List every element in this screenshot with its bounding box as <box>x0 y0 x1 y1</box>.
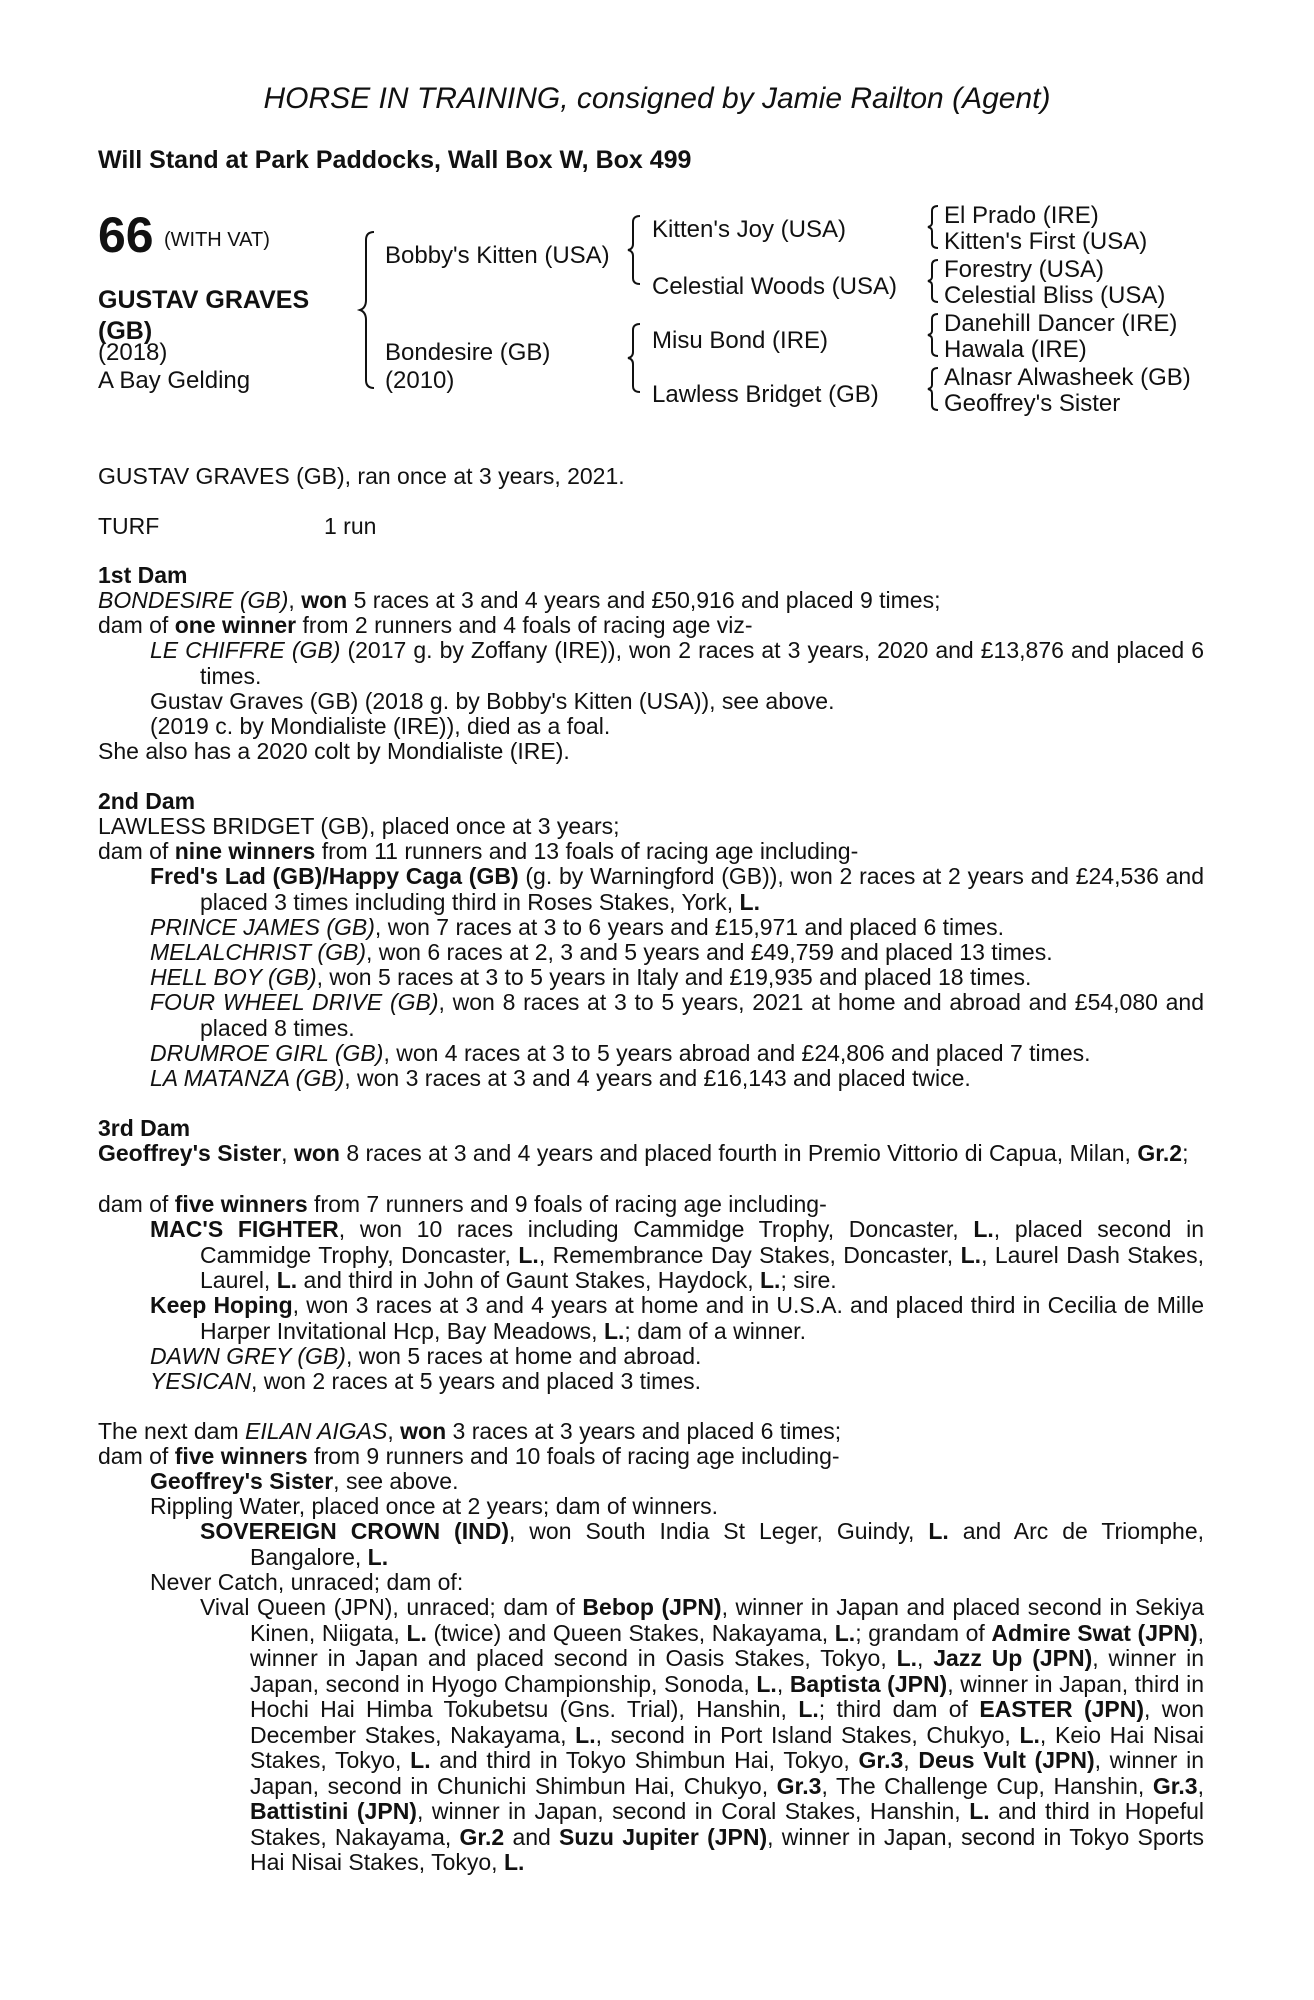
page-title: HORSE IN TRAINING, consigned by Jamie Railton (Agent) <box>263 82 1051 115</box>
produce-four-wheel-drive: FOUR WHEEL DRIVE (GB), won 8 races at 3 to 5 years, 2021 at home and abroad and £54,080 and placed 8 times. <box>150 989 1205 1041</box>
first-dam-produce-line: dam of one winner from 2 runners and 4 foals of racing age viz- <box>98 612 753 638</box>
second-dam-heading: 2nd Dam <box>98 788 196 814</box>
produce-name: Fred's Lad (GB)/Happy Caga (GB) <box>150 863 519 889</box>
turf-value: 1 run <box>324 513 377 539</box>
pedigree-brace-sd <box>928 258 942 304</box>
winners-count: one winner <box>174 612 297 638</box>
produce-le-chiffre: LE CHIFFRE (GB) (2017 g. by Zoffany (IRE)), won 2 races at 3 years, 2020 and £13,876 and placed 6 times. <box>150 637 1204 689</box>
pedigree-brace-main <box>360 230 380 390</box>
produce-freds-lad: Fred's Lad (GB)/Happy Caga (GB) (g. by Warningford (GB)), won 2 races at 2 years and £24,536 and placed 3 times including third in Roses Stakes, York, L. <box>150 863 1204 915</box>
produce-rippling-water: Rippling Water, placed once at 2 years; dam of winners. <box>150 1493 719 1519</box>
horse-name <box>98 285 368 347</box>
lot-number: 66 <box>98 207 154 263</box>
third-dam-line: Geoffrey's Sister, won 8 races at 3 and 4 years and placed fourth in Premio Vittorio di Capua, Milan, Gr.2; <box>98 1140 1189 1166</box>
first-dam-line: BONDESIRE (GB), won 5 races at 3 and 4 years and £50,916 and placed 9 times; <box>98 587 941 613</box>
horse-name-line2: (GB) <box>98 317 153 345</box>
horse-description: A Bay Gelding <box>98 367 251 394</box>
pedigree-sire-dam: Celestial Woods (USA) <box>652 273 897 300</box>
produce-dawn-grey: DAWN GREY (GB), won 5 races at home and abroad. <box>150 1343 702 1369</box>
next-dam-produce-line: dam of five winners from 9 runners and 10 foals of racing age including- <box>98 1443 840 1469</box>
pedigree-dd-dam: Geoffrey's Sister <box>944 390 1121 417</box>
pedigree-dam-sire: Misu Bond (IRE) <box>652 327 829 354</box>
dam-record: 5 races at 3 and 4 years and £50,916 and placed 9 times; <box>347 587 941 613</box>
produce-name: LE CHIFFRE (GB) <box>150 637 341 663</box>
produce-keep-hoping: Keep Hoping, won 3 races at 3 and 4 years at home and in U.S.A. and placed third in Cecilia de Mille Harper Invitational Hcp, Bay Meadows, L.; dam of a winner. <box>150 1292 1204 1344</box>
vat-label: (WITH VAT) <box>164 229 270 251</box>
third-dam-produce-line: dam of five winners from 7 runners and 9 foals of racing age including- <box>98 1191 827 1217</box>
pedigree-dd-sire: Alnasr Alwasheek (GB) <box>944 364 1191 391</box>
horse-name-line1: GUSTAV GRAVES <box>98 286 310 314</box>
produce-2019-colt: (2019 c. by Mondialiste (IRE)), died as a foal. <box>150 713 611 739</box>
produce-never-catch: Never Catch, unraced; dam of: <box>150 1569 464 1595</box>
next-dam-line: The next dam EILAN AIGAS, won 3 races at 3 years and placed 6 times; <box>98 1418 842 1444</box>
produce-drumroe-girl: DRUMROE GIRL (GB), won 4 races at 3 to 5 years abroad and £24,806 and placed 7 times. <box>150 1040 1091 1066</box>
pedigree-sd-dam: Celestial Bliss (USA) <box>944 282 1166 309</box>
produce-vival-queen: Vival Queen (JPN), unraced; dam of Bebop (JPN), winner in Japan and placed second in Sekiya Kinen, Niigata, L. (twice) and Queen Stakes, Nakayama, L.; grandam of Admire Swat (JPN), winner in Japan and placed second in Oasis Stakes, Tokyo, L., Jazz Up (JPN), winner in Japan, second in Hyogo Championship, Sonoda, L., Baptista (JPN), winner in Japan, third in Hochi Hai Himba Tokubetsu (Gns. Trial), Hanshin, L.; third dam of EASTER (JPN), won December Stakes, Nakayama, L., second in Port Island Stakes, Chukyo, L., Keio Hai Nisai Stakes, Tokyo, L. and third in Tokyo Shimbun Hai, Tokyo, Gr.3, Deus Vult (JPN), winner in Japan, second in Chunichi Shimbun Hai, Chukyo, Gr.3, The Challenge Cup, Hanshin, Gr.3, Battistini (JPN), winner in Japan, second in Coral Stakes, Hanshin, L. and third in Hopeful Stakes, Nakayama, Gr.2 and Suzu Jupiter (JPN), winner in Japan, second in Tokyo Sports Hai Nisai Stakes, Tokyo, L. <box>200 1594 1205 1875</box>
produce-prince-james: PRINCE JAMES (GB), won 7 races at 3 to 6 years and £15,971 and placed 6 times. <box>150 914 1004 940</box>
produce-hell-boy: HELL BOY (GB), won 5 races at 3 to 5 years in Italy and £19,935 and placed 18 times. <box>150 964 1032 990</box>
produce-melalchrist: MELALCHRIST (GB), won 6 races at 2, 3 and 5 years and £49,759 and placed 13 times. <box>150 939 1053 965</box>
winners-count: nine winners <box>174 838 316 864</box>
pedigree-sire: Bobby's Kitten (USA) <box>385 242 610 269</box>
first-dam-note: She also has a 2020 colt by Mondialiste (IRE). <box>98 738 570 764</box>
produce-yesican: YESICAN, won 2 races at 5 years and placed 3 times. <box>150 1368 702 1394</box>
pedigree-sd-sire: Forestry (USA) <box>944 256 1105 283</box>
third-dam-heading: 3rd Dam <box>98 1115 191 1141</box>
second-dam-produce-line: dam of nine winners from 11 runners and 13 foals of racing age including- <box>98 838 859 864</box>
won-label: won <box>301 587 348 613</box>
second-dam-line: LAWLESS BRIDGET (GB), placed once at 3 years; <box>98 813 620 839</box>
race-summary: GUSTAV GRAVES (GB), ran once at 3 years, 2021. <box>98 463 625 489</box>
stand-location: Will Stand at Park Paddocks, Wall Box W, Box 499 <box>98 146 692 174</box>
pedigree-brace-dd <box>928 366 942 412</box>
pedigree-brace-ds <box>928 312 942 358</box>
produce-la-matanza: LA MATANZA (GB), won 3 races at 3 and 4 years and £16,143 and placed twice. <box>150 1065 971 1091</box>
pedigree-brace-sire <box>628 214 646 286</box>
produce-geoffreys-sister: Geoffrey's Sister, see above. <box>150 1468 459 1494</box>
pedigree-ss-dam: Kitten's First (USA) <box>944 228 1148 255</box>
dam-name: BONDESIRE (GB) <box>98 587 289 613</box>
first-dam-heading: 1st Dam <box>98 562 188 588</box>
pedigree-dam-year: (2010) <box>385 367 455 394</box>
pedigree-sire-sire: Kitten's Joy (USA) <box>652 216 846 243</box>
pedigree-ds-dam: Hawala (IRE) <box>944 336 1087 363</box>
pedigree-dam-dam: Lawless Bridget (GB) <box>652 381 879 408</box>
pedigree-ds-sire: Danehill Dancer (IRE) <box>944 310 1178 337</box>
pedigree-brace-dam <box>628 322 646 394</box>
produce-gustav-graves: Gustav Graves (GB) (2018 g. by Bobby's Kitten (USA)), see above. <box>150 688 835 714</box>
turf-label: TURF <box>98 513 160 539</box>
pedigree-brace-ss <box>928 204 942 250</box>
produce-sovereign-crown: SOVEREIGN CROWN (IND), won South India St Leger, Guindy, L. and Arc de Triomphe, Bangalore, L. <box>200 1518 1204 1570</box>
pedigree-ss-sire: El Prado (IRE) <box>944 202 1099 229</box>
pedigree-dam: Bondesire (GB) <box>385 339 551 366</box>
horse-year: (2018) <box>98 339 168 366</box>
produce-macs-fighter: MAC'S FIGHTER, won 10 races including Cammidge Trophy, Doncaster, L., placed second in Cammidge Trophy, Doncaster, L., Remembrance Day Stakes, Doncaster, L., Laurel Dash Stakes, Laurel, L. and third in John of Gaunt Stakes, Haydock, L.; sire. <box>150 1216 1204 1293</box>
